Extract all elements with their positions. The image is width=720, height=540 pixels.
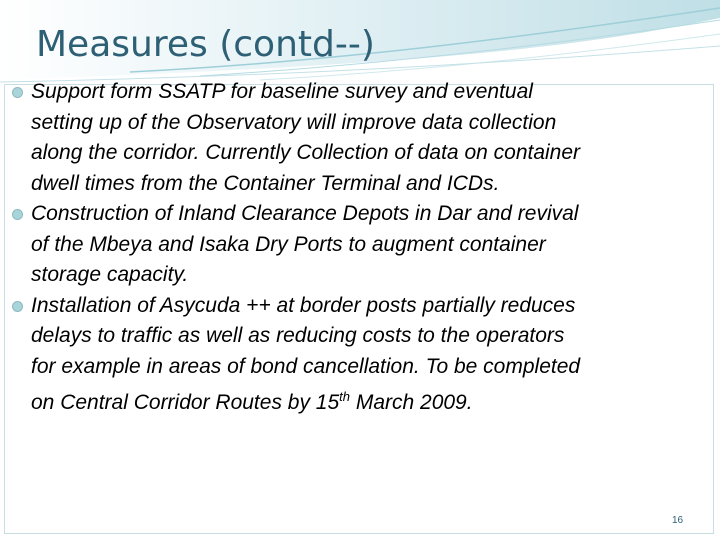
ordinal-superscript: th bbox=[339, 389, 350, 404]
line-text: on Central Corridor Routes by 15 bbox=[31, 391, 340, 414]
bullet-dot-icon bbox=[12, 87, 23, 98]
bullet-line: storage capacity. bbox=[31, 263, 189, 286]
bullet-line: Construction of Inland Clearance Depots in Dar and revival bbox=[31, 202, 579, 225]
bullet-list bbox=[12, 77, 712, 419]
bullet-line: setting up of the Observatory will improve data collection bbox=[31, 110, 557, 134]
bullet-line: dwell times from the Container Terminal and ICDs. bbox=[31, 171, 500, 195]
bullet-line: delays to traffic as well as reducing costs to the operators bbox=[31, 324, 565, 347]
bullet-dot-icon bbox=[12, 209, 23, 220]
slide-title: Measures (contd--) bbox=[36, 24, 375, 65]
bullet-line-last bbox=[31, 382, 712, 419]
bullet-item bbox=[12, 199, 712, 291]
bullet-line: along the corridor. Currently Collection of data on container bbox=[31, 141, 581, 164]
bullet-line: of the Mbeya and Isaka Dry Ports to augment container bbox=[31, 232, 546, 256]
bullet-line: Support form SSATP for baseline survey and eventual bbox=[31, 80, 533, 103]
bullet-item bbox=[12, 77, 712, 199]
bullet-item bbox=[12, 291, 712, 419]
line-text: March 2009. bbox=[350, 391, 473, 414]
bullet-dot-icon bbox=[12, 301, 23, 312]
bullet-line: Installation of Asycuda ++ at border posts partially reduces bbox=[31, 293, 576, 317]
bullet-line: for example in areas of bond cancellation. To be completed bbox=[31, 354, 581, 378]
page-number: 16 bbox=[672, 515, 684, 526]
